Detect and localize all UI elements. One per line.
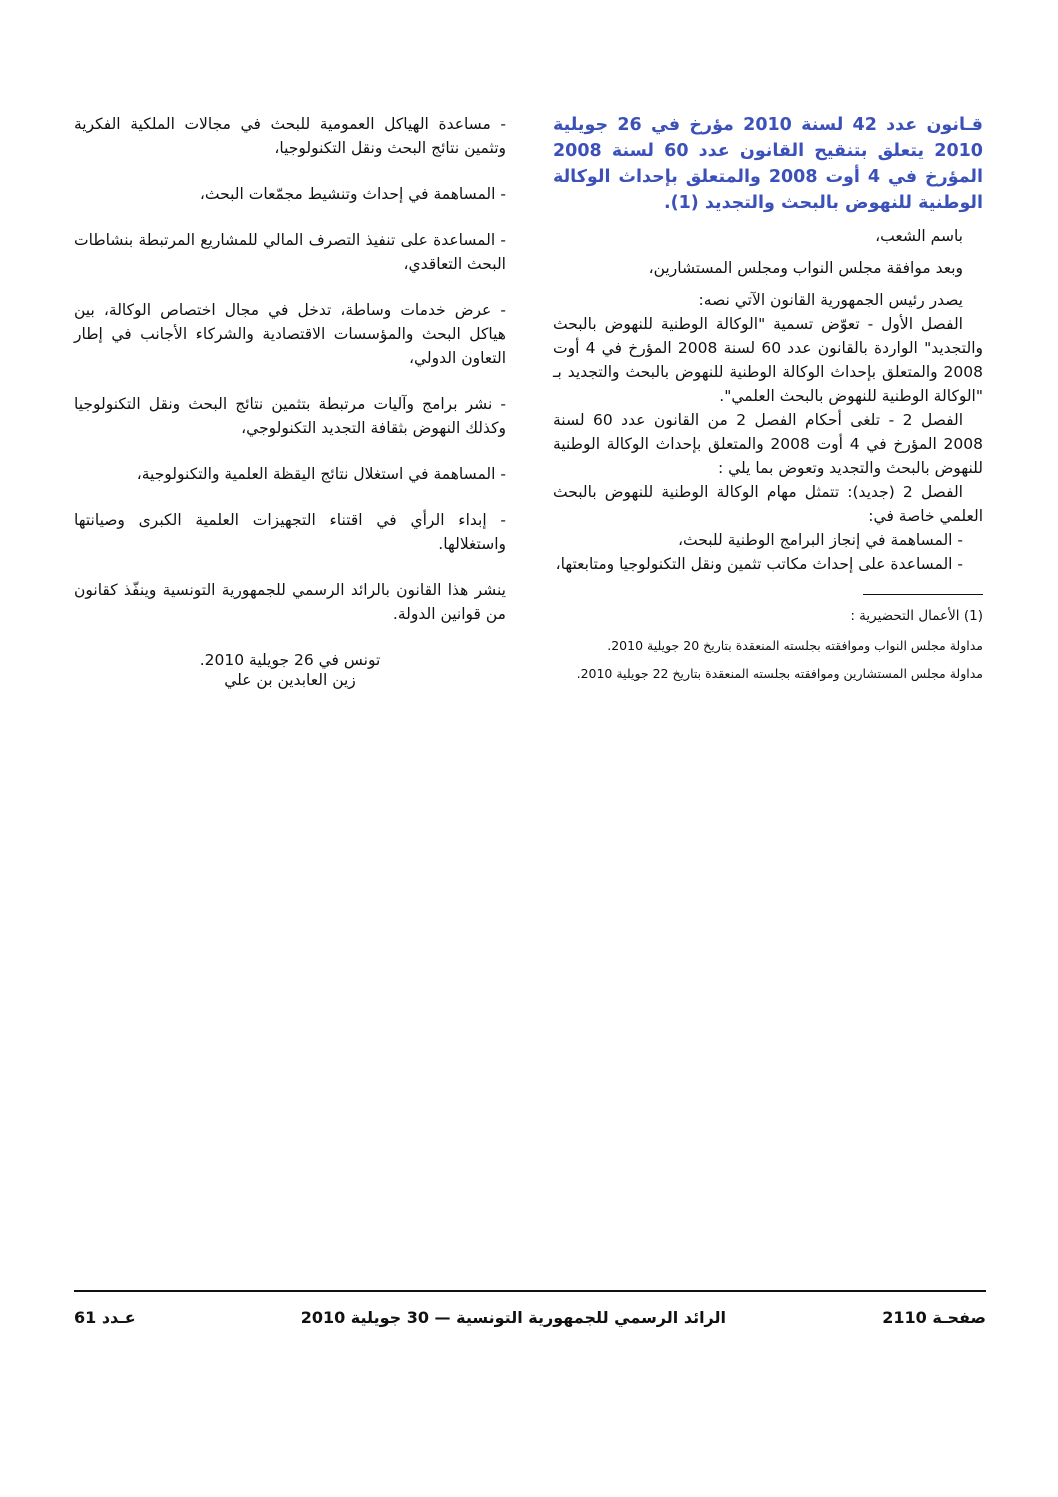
paragraph: وبعد موافقة مجلس النواب ومجلس المستشارين، [648,259,963,277]
footnote-line: مداولة مجلس النواب وموافقته بجلسته المنعقدة بتاريخ 20 جويلية 2010. [607,638,983,653]
footnote-line: مداولة مجلس المستشارين وموافقته بجلسته المنعقدة بتاريخ 22 جويلية 2010. [576,666,983,681]
page-number: صفحـة 2110 [882,1308,986,1327]
law-title: قـانون عدد 42 لسنة 2010 مؤرخ في 26 جويلية 2010 يتعلق بتنقيح القانون عدد 60 لسنة 2008 المؤرخ في 4 أوت 2008 والمتعلق بإحداث الوكالة الوطنية للنهوض بالبحث والتجديد (1). [553,115,983,213]
article-2: الفصل 2 - تلغى أحكام الفصل 2 من القانون عدد 60 لسنة 2008 المؤرخ في 4 أوت 2008 والمتعلق بإحداث الوكالة الوطنية للنهوض بالبحث والتجديد وتعوض بما يلي : [553,411,983,477]
footnote-heading: (1) الأعمال التحضيرية : [850,608,983,624]
list-item: - المساهمة في إحداث وتنشيط مجمّعات البحث، [199,185,506,203]
right-column [553,112,983,693]
list-item: - المساعدة على إحداث مكاتب تثمين ونقل التكنولوجيا ومتابعتها، [555,555,963,573]
article-1: الفصل الأول - تعوّض تسمية "الوكالة الوطنية للنهوض بالبحث والتجديد" الواردة بالقانون عدد 60 لسنة 2008 المؤرخ في 4 أوت 2008 والمتعلق بإحداث الوكالة الوطنية للنهوض بالبحث والتجديد بـ "الوكالة الوطنية للنهوض بالبحث العلمي". [553,315,983,405]
publication-clause: ينشر هذا القانون بالرائد الرسمي للجمهورية التونسية وينفّذ كقانون من قوانين الدولة. [74,581,506,623]
list-item: - نشر برامج وآليات مرتبطة بتثمين نتائج البحث ونقل التكنولوجيا وكذلك النهوض بثقافة التجديد التكنولوجي، [74,395,506,437]
gazette-title: الرائد الرسمي للجمهورية التونسية — 30 جويلية 2010 [300,1308,726,1327]
place-date: تونس في 26 جويلية 2010. [199,651,381,669]
signature: زين العابدين بن علي [224,671,356,689]
list-item: - إبداء الرأي في اقتناء التجهيزات العلمية الكبرى وصيانتها واستغلالها. [74,511,506,553]
list-item: - المساهمة في إنجاز البرامج الوطنية للبحث، [678,531,963,549]
paragraph: يصدر رئيس الجمهورية القانون الآتي نصه: [698,291,963,309]
list-item: - المساعدة على تنفيذ التصرف المالي للمشاريع المرتبطة بنشاطات البحث التعاقدي، [74,231,506,273]
footnote-divider [863,594,983,595]
footer-divider [74,1290,986,1292]
list-item: - عرض خدمات وساطة، تدخل في مجال اختصاص الوكالة، بين هياكل البحث والمؤسسات الاقتصادية والشركاء الأجانب في إطار التعاون الدولي، [74,301,506,367]
list-item: - مساعدة الهياكل العمومية للبحث في مجالات الملكية الفكرية وتثمين نتائج البحث ونقل التكنولوجيا، [74,115,506,157]
left-column [74,112,506,692]
list-item: - المساهمة في استغلال نتائج اليقظة العلمية والتكنولوجية، [136,465,506,483]
paragraph: باسم الشعب، [875,227,963,245]
page-footer [74,1308,986,1338]
issue-number: عـدد 61 [74,1308,136,1327]
article-2-new: الفصل 2 (جديد): تتمثل مهام الوكالة الوطنية للنهوض بالبحث العلمي خاصة في: [553,483,983,525]
